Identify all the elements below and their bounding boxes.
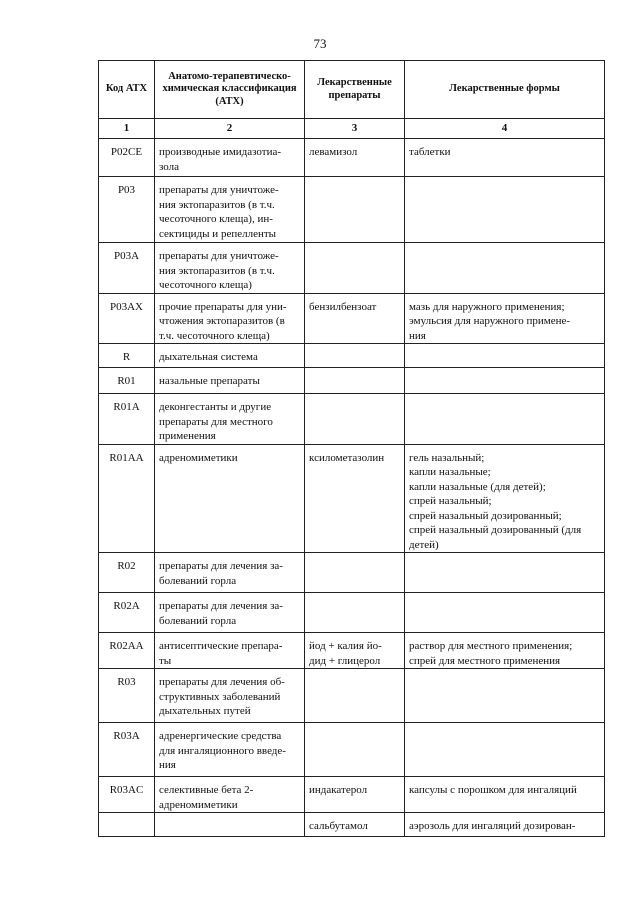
drug-name-cell bbox=[305, 669, 405, 723]
dosage-form-cell bbox=[405, 593, 605, 633]
cell-text-line: препараты для лечения за- bbox=[159, 600, 283, 612]
atc-classification-cell bbox=[155, 813, 305, 837]
cell-text-line: спрей назальный дозированный; bbox=[409, 509, 562, 522]
cell-text-line: чесоточного клеща), ин- bbox=[159, 213, 273, 225]
dosage-form-cell bbox=[405, 177, 605, 243]
cell-text-line: ния эктопаразитов (в т.ч. bbox=[159, 198, 275, 211]
cell-text-line: прочие препараты для уни- bbox=[159, 300, 287, 313]
atc-classification-cell bbox=[155, 139, 305, 177]
cell-text-line: антисептические препара- bbox=[159, 640, 283, 652]
atc-classification-cell bbox=[155, 177, 305, 243]
cell-text-line: болеваний горла bbox=[159, 574, 237, 587]
table-row bbox=[99, 394, 605, 445]
atc-classification-cell bbox=[155, 723, 305, 777]
cell-text-line: применения bbox=[159, 430, 216, 442]
dosage-form-cell bbox=[405, 633, 605, 669]
cell-text-line: для ингаляционного введе- bbox=[159, 744, 286, 757]
page-number: 73 bbox=[313, 36, 327, 51]
atc-code-cell: R03 bbox=[99, 669, 155, 723]
atc-classification-cell bbox=[155, 344, 305, 368]
cell-text-line: бензилбензоат bbox=[309, 300, 377, 313]
drug-name-cell bbox=[305, 139, 405, 177]
cell-text-line: йод + калия йо- bbox=[309, 640, 382, 652]
cell-text-line: сальбутамол bbox=[309, 820, 368, 832]
dosage-form-cell bbox=[405, 777, 605, 813]
table-row bbox=[99, 553, 605, 593]
cell-text-line: адреномиметики bbox=[159, 451, 238, 464]
dosage-form-cell bbox=[405, 553, 605, 593]
atc-code-cell: P02CE bbox=[99, 139, 155, 177]
cell-text-line: структивных заболеваний bbox=[159, 690, 281, 703]
cell-text-line: препараты для лечения за- bbox=[159, 560, 283, 572]
drug-name-cell bbox=[305, 368, 405, 394]
table-row bbox=[99, 633, 605, 669]
cell-text-line: ния bbox=[159, 759, 176, 771]
cell-text-line: ты bbox=[159, 654, 172, 667]
table-header-row bbox=[99, 61, 605, 119]
drug-name-cell bbox=[305, 394, 405, 445]
cell-text-line: индакатерол bbox=[309, 784, 368, 796]
column-number: 1 bbox=[99, 119, 155, 139]
cell-text-line: таблетки bbox=[409, 146, 451, 158]
drug-name-cell bbox=[305, 777, 405, 813]
dosage-form-cell bbox=[405, 139, 605, 177]
atc-classification-cell bbox=[155, 633, 305, 669]
dosage-form-cell bbox=[405, 813, 605, 837]
table-row bbox=[99, 368, 605, 394]
atc-code-cell: P03AX bbox=[99, 293, 155, 344]
cell-text-line: адреномиметики bbox=[159, 798, 238, 811]
column-number: 4 bbox=[405, 119, 605, 139]
atc-code-cell: R03A bbox=[99, 723, 155, 777]
cell-text-line: болеваний горла bbox=[159, 614, 237, 627]
drug-name-cell bbox=[305, 444, 405, 553]
cell-text-line: капли назальные (для детей); bbox=[409, 480, 546, 493]
dosage-form-cell bbox=[405, 669, 605, 723]
cell-text-line: эмульсия для наружного примене- bbox=[409, 315, 571, 327]
table-row bbox=[99, 444, 605, 553]
atc-classification-cell bbox=[155, 368, 305, 394]
atc-code-cell: R01 bbox=[99, 368, 155, 394]
cell-text-line: назальные препараты bbox=[159, 375, 260, 387]
atc-code-cell: R01AA bbox=[99, 444, 155, 553]
dosage-form-cell bbox=[405, 394, 605, 445]
column-number: 3 bbox=[305, 119, 405, 139]
drug-name-cell bbox=[305, 553, 405, 593]
dosage-form-cell bbox=[405, 243, 605, 294]
dosage-form-cell bbox=[405, 444, 605, 553]
atc-code-cell: P03 bbox=[99, 177, 155, 243]
column-number-row bbox=[99, 119, 605, 139]
atc-code-cell: R03AC bbox=[99, 777, 155, 813]
atc-code-cell: R02AA bbox=[99, 633, 155, 669]
cell-text-line: левамизол bbox=[309, 146, 358, 158]
table-row bbox=[99, 813, 605, 837]
header-atc-code: Код АТХ bbox=[99, 61, 155, 119]
table-row bbox=[99, 177, 605, 243]
cell-text-line: капсулы с порошком для ингаляций bbox=[409, 784, 577, 796]
cell-text-line: препараты для уничтоже- bbox=[159, 184, 279, 196]
cell-text-line: сектициды и репелленты bbox=[159, 227, 277, 240]
dosage-form-cell bbox=[405, 293, 605, 344]
atc-classification-cell bbox=[155, 777, 305, 813]
cell-text-line: дид + глицерол bbox=[309, 654, 381, 667]
header-atc-classification: Анатомо-терапевтическо-химическая классификация (АТХ) bbox=[155, 61, 305, 119]
drug-name-cell bbox=[305, 177, 405, 243]
cell-text-line: мазь для наружного применения; bbox=[409, 300, 565, 313]
cell-text-line: адренергические средства bbox=[159, 730, 282, 742]
atc-code-cell bbox=[99, 813, 155, 837]
drug-name-cell bbox=[305, 633, 405, 669]
table-row bbox=[99, 669, 605, 723]
table-row bbox=[99, 293, 605, 344]
atc-classification-cell bbox=[155, 293, 305, 344]
atc-code-cell: R02A bbox=[99, 593, 155, 633]
drug-name-cell bbox=[305, 813, 405, 837]
cell-text-line: селективные бета 2- bbox=[159, 784, 254, 796]
cell-text-line: ния эктопаразитов (в т.ч. bbox=[159, 264, 275, 277]
cell-text-line: дыхательных путей bbox=[159, 705, 251, 717]
atc-classification-cell bbox=[155, 444, 305, 553]
cell-text-line: производные имидазотиа- bbox=[159, 146, 282, 158]
drug-name-cell bbox=[305, 723, 405, 777]
atc-code-cell: R01A bbox=[99, 394, 155, 445]
atc-classification-cell bbox=[155, 593, 305, 633]
atc-classification-cell bbox=[155, 669, 305, 723]
cell-text-line: спрей назальный дозированный (для bbox=[409, 524, 582, 536]
table-row bbox=[99, 243, 605, 294]
table-row bbox=[99, 344, 605, 368]
table-row bbox=[99, 139, 605, 177]
cell-text-line: спрей назальный; bbox=[409, 495, 492, 507]
cell-text-line: чесоточного клеща) bbox=[159, 279, 252, 291]
cell-text-line: гель назальный; bbox=[409, 451, 485, 464]
header-dosage-forms: Лекарственные формы bbox=[405, 61, 605, 119]
atc-code-cell: P03A bbox=[99, 243, 155, 294]
cell-text-line: детей) bbox=[409, 538, 439, 551]
dosage-form-cell bbox=[405, 344, 605, 368]
cell-text-line: препараты для уничтоже- bbox=[159, 250, 279, 262]
table-row bbox=[99, 777, 605, 813]
atc-code-cell: R02 bbox=[99, 553, 155, 593]
drug-name-cell bbox=[305, 243, 405, 294]
column-number: 2 bbox=[155, 119, 305, 139]
cell-text-line: т.ч. чесоточного клеща) bbox=[159, 329, 270, 342]
dosage-form-cell bbox=[405, 723, 605, 777]
atc-code-cell: R bbox=[99, 344, 155, 368]
drug-name-cell bbox=[305, 344, 405, 368]
dosage-form-cell bbox=[405, 368, 605, 394]
cell-text-line: спрей для местного применения bbox=[409, 654, 561, 667]
table-row bbox=[99, 723, 605, 777]
cell-text-line: ния bbox=[409, 329, 426, 342]
cell-text-line: капли назальные; bbox=[409, 466, 491, 478]
drug-name-cell bbox=[305, 593, 405, 633]
cell-text-line: раствор для местного применения; bbox=[409, 640, 573, 652]
atc-classification-cell bbox=[155, 394, 305, 445]
cell-text-line: препараты для лечения об- bbox=[159, 676, 285, 688]
cell-text-line: ксилометазолин bbox=[309, 451, 385, 464]
cell-text-line: деконгестанты и другие bbox=[159, 401, 272, 413]
header-drugs: Лекарственные препараты bbox=[305, 61, 405, 119]
cell-text-line: зола bbox=[159, 160, 180, 173]
cell-text-line: аэрозоль для ингаляций дозирован- bbox=[409, 820, 576, 832]
atc-drug-table bbox=[98, 60, 605, 837]
atc-classification-cell bbox=[155, 553, 305, 593]
cell-text-line: дыхательная система bbox=[159, 351, 258, 363]
cell-text-line: препараты для местного bbox=[159, 415, 273, 428]
drug-name-cell bbox=[305, 293, 405, 344]
table-row bbox=[99, 593, 605, 633]
cell-text-line: чтожения эктопаразитов (в bbox=[159, 315, 285, 327]
atc-classification-cell bbox=[155, 243, 305, 294]
